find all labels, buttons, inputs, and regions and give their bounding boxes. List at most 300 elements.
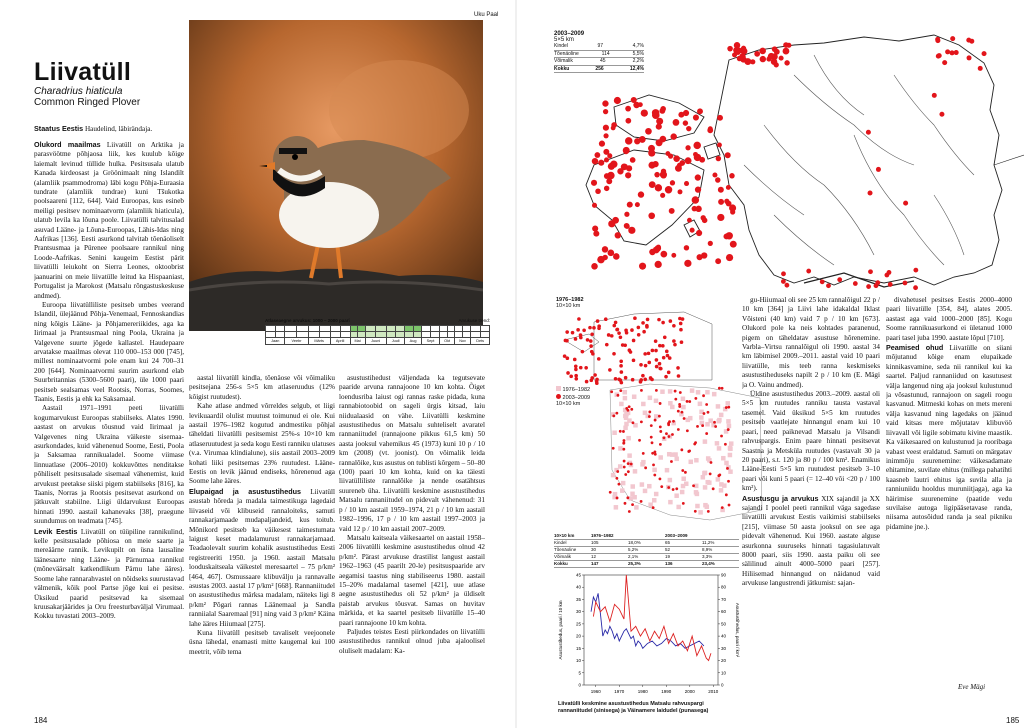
map-dot: [665, 350, 669, 354]
y-tick-label: 15: [575, 645, 581, 651]
legend-n: 45: [599, 58, 606, 64]
map-dot: [683, 120, 688, 125]
map-square: [694, 490, 699, 495]
map-dot: [630, 157, 636, 163]
map-dot: [661, 321, 665, 325]
y-tick-label: 30: [575, 609, 581, 615]
map-dot: [608, 250, 615, 257]
map-dot: [713, 421, 716, 424]
map-square: [680, 490, 685, 495]
map-dot: [566, 371, 570, 375]
map-dot: [717, 474, 720, 477]
legend-n: 114: [601, 50, 610, 57]
x-tick-label: 1960: [590, 689, 601, 694]
map-dot: [667, 371, 671, 375]
map-dot: [604, 157, 609, 162]
y-tick-label: 20: [575, 633, 581, 639]
map-dot: [680, 340, 684, 344]
map-dot: [632, 359, 636, 363]
map-dot: [674, 398, 677, 401]
status-block: [34, 124, 184, 134]
map-dot: [950, 36, 955, 41]
table-cell: 25,3%: [628, 561, 641, 566]
map-square: [618, 464, 623, 469]
section-heading: Peamised ohud: [886, 343, 944, 353]
map-dot: [650, 424, 653, 427]
map-dot: [624, 376, 628, 380]
map-square: [724, 461, 729, 466]
map-dot: [642, 330, 646, 334]
map-dot: [667, 435, 670, 438]
map-dot: [618, 483, 621, 486]
map-dot: [661, 344, 665, 348]
paragraph-text: aastal liivatüll kindla, tõenäose või võimaliku pesitsejana 256-s 5×5 km atlaseruudus (12% kõigist ruutudest).: [189, 374, 335, 401]
map-square: [612, 430, 617, 435]
map-square: [695, 504, 700, 509]
y-tick-label: 45: [575, 572, 581, 578]
map-dot: [945, 49, 950, 54]
x-tick-label: 2000: [684, 689, 695, 694]
small-map-scale: 10×10 km: [556, 303, 581, 309]
x-tick-label: 1970: [614, 689, 625, 694]
map-dot: [653, 474, 656, 477]
paragraph-text: Üldine asustustihedus 2003.–2009. aastal oli 5×5 km ruutudes ranniku tausta vastaval tasemel. Vaid üksikud 5×5 km ruutudes pesitseb vaatlejate hinnangul enam kui 10 paari, need paiknevad Matsalu ja Vilsandi rahvuspargis. Enim paare hinnati pesitsevat Saastna ja Metsküla ruutudes (vastavalt 30 ja 20 paari), s.t. 120 ja 80 p / 100 km². Enamikus Lääne-Eesti 5×5 km ruutudest pesitseb 3–10 paari või kuni 5 paari (= 12–40 või <20 p / 100 km²).: [742, 390, 880, 493]
map-dot: [680, 448, 683, 451]
legend-n: 256: [595, 65, 604, 72]
table-cell: 5,2%: [628, 547, 639, 552]
map-dot: [616, 470, 619, 473]
legend-title: 2003–2009: [554, 31, 585, 37]
author-signature: Eve Mägi: [958, 683, 986, 691]
small-map-period: 1976–1982: [556, 297, 584, 303]
map-dot: [608, 220, 615, 227]
month-label: Mai: [350, 338, 365, 345]
map-dot: [717, 115, 723, 121]
map-square: [712, 392, 717, 397]
map-dot: [654, 453, 657, 456]
map-dot: [676, 366, 680, 370]
map-square: [705, 422, 710, 427]
map-dot: [707, 510, 710, 513]
map-dot: [684, 181, 689, 186]
y2-tick-label: 50: [721, 621, 727, 627]
map-square: [668, 478, 673, 483]
map-dot: [693, 152, 698, 157]
map-dot: [784, 60, 789, 65]
map-square: [621, 481, 626, 486]
map-dot: [574, 364, 578, 368]
map-square: [641, 460, 646, 465]
map-dot: [586, 338, 590, 342]
map-dot: [684, 260, 691, 267]
map-dot: [582, 328, 586, 332]
map-square: [681, 477, 686, 482]
map-dot: [672, 420, 675, 423]
map-square: [700, 421, 705, 426]
map-dot: [627, 470, 630, 473]
map-dot: [603, 125, 609, 131]
map-dot: [853, 281, 858, 286]
map-square: [706, 480, 711, 485]
map-dot: [744, 58, 751, 65]
map-dot: [630, 463, 633, 466]
map-dot: [694, 397, 697, 400]
map-dot: [683, 417, 686, 420]
map-dot: [630, 328, 634, 332]
map-dot: [602, 255, 607, 260]
map-dot: [603, 133, 608, 138]
map-dot: [726, 254, 733, 261]
map-dot: [728, 504, 731, 507]
map-dot: [607, 333, 611, 337]
map-dot: [668, 356, 672, 360]
map-dot: [727, 480, 730, 483]
map-dot: [576, 328, 580, 332]
map-dot: [672, 488, 675, 491]
map-dot: [626, 496, 629, 499]
map-dot: [705, 432, 708, 435]
left-column-3: [339, 374, 485, 714]
map-square: [703, 439, 708, 444]
map-dot: [679, 322, 683, 326]
map-dot: [781, 271, 786, 276]
paragraph: [189, 402, 335, 487]
map-dot: [718, 387, 721, 390]
map-dot: [574, 374, 578, 378]
table-row: [554, 547, 739, 554]
map-dot: [658, 362, 662, 366]
map-dot: [642, 452, 645, 455]
map-dot: [632, 339, 636, 343]
map-dot: [760, 56, 766, 62]
map-square: [631, 484, 636, 489]
map-dot: [606, 178, 612, 184]
map-dot: [697, 254, 703, 260]
map-dot: [620, 370, 624, 374]
map-dot: [737, 56, 743, 62]
map-dot: [623, 439, 626, 442]
map-dot: [614, 321, 618, 325]
map-square: [654, 492, 659, 497]
map-dot: [694, 441, 697, 444]
y2-tick-label: 60: [721, 609, 727, 615]
map-dot: [634, 138, 640, 144]
map-dot: [571, 331, 575, 335]
paragraph-text: divahetusel pesitses Eestis 2000–4000 paari liivatülle [354, 84], alates 2005. aastast aga vaid 1000–2000 [85]. Kogu Soome rannikuasurkond ei ületanud 1000 paari tasel juba 1990. aastate lõpul [710].: [886, 296, 1012, 342]
map-square: [619, 402, 624, 407]
map-dot: [632, 421, 635, 424]
map-dot: [695, 187, 701, 193]
map-dot: [563, 354, 567, 358]
map-dot: [721, 387, 724, 390]
plover-photo: [189, 20, 483, 331]
map-dot: [625, 172, 631, 178]
y2-tick-label: 90: [721, 572, 727, 578]
map-dot: [701, 215, 706, 220]
table-cell: 3,3%: [702, 554, 713, 559]
map-dot: [660, 172, 666, 178]
map-dot: [726, 185, 731, 190]
map-dot: [628, 348, 632, 352]
map-dot: [615, 328, 619, 332]
y-tick-label: 40: [575, 584, 581, 590]
map-dot: [638, 102, 643, 107]
map-dot: [678, 403, 681, 406]
paragraph: [742, 390, 880, 493]
map-dot: [663, 436, 666, 439]
map-dot: [673, 343, 677, 347]
map-dot: [625, 137, 632, 144]
status-label: Staatus Eestis: [34, 124, 84, 133]
map-dot: [577, 317, 581, 321]
map-dot: [655, 365, 659, 369]
map-dot: [621, 343, 625, 347]
table-cell: Kindel: [554, 540, 567, 545]
map-square: [699, 415, 704, 420]
map-dot: [615, 232, 621, 238]
section-heading: Olukord maailmas: [34, 140, 101, 149]
map-dot: [619, 430, 622, 433]
map-dot: [671, 433, 674, 436]
map-dot: [574, 377, 578, 381]
map-dot: [592, 226, 598, 232]
paragraph: [742, 296, 880, 390]
left-column-2: [189, 374, 335, 714]
y2-tick-label: 40: [721, 633, 727, 639]
legend-label: Kokku: [554, 65, 570, 72]
map-dot: [637, 333, 641, 337]
map-dot: [596, 319, 600, 323]
map-dot: [640, 421, 643, 424]
month-label: Juuli: [386, 338, 405, 345]
month-label: Nov: [454, 338, 470, 345]
map-dot: [625, 407, 628, 410]
map-dot: [651, 452, 654, 455]
map-dot: [624, 502, 627, 505]
map-dot: [725, 406, 728, 409]
map-dot: [647, 352, 651, 356]
y2-tick-label: 20: [721, 658, 727, 664]
map-dot: [806, 269, 811, 274]
map-dot: [866, 130, 871, 135]
map-dot: [638, 191, 644, 197]
map-dot: [876, 167, 881, 172]
map-dot: [594, 152, 600, 158]
map-dot: [688, 400, 691, 403]
map-dot: [592, 326, 596, 330]
map-dot: [715, 258, 721, 264]
map-dot: [656, 139, 663, 146]
map-dot: [598, 160, 604, 166]
y2-tick-label: 0: [721, 682, 724, 688]
map-dot: [595, 188, 601, 194]
map-square: [694, 458, 699, 463]
map-dot: [574, 368, 578, 372]
table-cell: 105: [591, 540, 599, 545]
x-tick-label: 2010: [708, 689, 719, 694]
map-dot: [635, 202, 640, 207]
map-dot: [785, 283, 790, 288]
map-square: [719, 413, 724, 418]
map-dot: [592, 203, 597, 208]
map-dot: [693, 142, 700, 149]
map-dot: [942, 60, 947, 65]
map-dot: [679, 391, 682, 394]
map-dot: [617, 394, 620, 397]
map-square: [684, 482, 689, 487]
map-dot: [772, 46, 778, 52]
map-dot: [667, 486, 670, 489]
map-dot: [684, 471, 687, 474]
map-dot: [692, 484, 695, 487]
map-dot: [623, 460, 626, 463]
chart-caption: Liivatülli keskmine asustustihedus Matsalu rahvuspargi rannaniitudel (sinisega) ja Väinamere laidudel (punasega): [558, 701, 709, 714]
map-dot: [627, 202, 633, 208]
map-square: [643, 489, 648, 494]
paragraph: [34, 301, 184, 404]
paragraph-text: Liivatüll on Arktika ja parasvöötme põhjaosa liik, kes kuulub kõige laiemalt levinud tüllide hulka. Pesitsusala ulatub Kanada kirdeosast ja Gröönimaalt ning Islandilt (alamliik psammodroma) läbi kogu Põhja-Euraasia tundrate (alamliik tundrae) kuni Tšukotka poolsaareni [112, 644]. Vaid Euroopas, kus esineb meiligi pesitsev nominaatvorm (alamliik hiaticula), ulatub levila ka lõuna poole. Liivatülli talvitusalad asuvad Lääne- ja Lõuna-Euroopas, Lähis-Idas ning Aafrikas [136]. Eesti asurkond talvitab tõenäoliselt Prantsusmaa ja Pürenee poolsaare rannikul ning Loode-Aafrikas. Senini kaugeim Eestist pärit liivatülli leiukoht on Sierra Leones, oktoobrist jaanuarini on meie liivatülle leitud ka Hispaaniast, Portugalist ja Marokost (Matsalu rõngastuskeskuse andmed).: [34, 141, 184, 300]
map-dot: [727, 428, 730, 431]
map-dot: [670, 133, 676, 139]
map-dot: [604, 173, 610, 179]
map-dot: [648, 212, 655, 219]
map-dot: [619, 389, 622, 392]
map-dot: [690, 228, 695, 233]
map-dot: [686, 400, 689, 403]
table-row: [554, 540, 739, 547]
map-dot: [640, 389, 643, 392]
month-label: Märts: [308, 338, 330, 345]
page-number-left: 184: [34, 716, 48, 725]
map-dot: [659, 477, 662, 480]
map-square: [652, 468, 657, 473]
table-cell: 147: [591, 561, 599, 566]
section-heading: Levik Eestis: [34, 526, 78, 536]
map-dot: [651, 441, 654, 444]
map-square: [620, 488, 625, 493]
map-dot: [726, 232, 733, 239]
map-dot: [716, 156, 721, 161]
map-dot: [610, 161, 617, 168]
plot-frame: [584, 575, 718, 685]
map-dot: [627, 462, 630, 465]
map-dot: [660, 485, 663, 488]
map-dot: [655, 389, 658, 392]
map-dot: [619, 335, 623, 339]
map-square: [676, 505, 681, 510]
table-cell: 136: [665, 561, 673, 566]
map-dot: [612, 447, 615, 450]
right-column-2: [886, 296, 1012, 682]
map-dot: [768, 54, 773, 59]
map-dot: [608, 368, 612, 372]
map-dot: [677, 410, 680, 413]
map-dot: [579, 366, 583, 370]
map-square: [634, 505, 639, 510]
map-dot: [682, 502, 685, 505]
map-dot: [774, 62, 779, 67]
map-dot: [615, 477, 618, 480]
map-dot: [614, 97, 621, 104]
map-square: [689, 460, 694, 465]
map-dot: [648, 150, 655, 157]
map-dot: [637, 326, 641, 330]
month-label: Jaan: [266, 338, 285, 345]
map-dot: [602, 246, 608, 252]
map-dot: [565, 330, 569, 334]
map-dot: [714, 425, 717, 428]
table-cell: Võimalik: [554, 554, 572, 559]
map-dot: [659, 367, 663, 371]
map-dot: [717, 214, 724, 221]
map-dot: [646, 318, 650, 322]
map-dot: [660, 251, 667, 258]
map-square: [658, 455, 663, 460]
map-dot: [673, 155, 680, 162]
table-row: [554, 533, 739, 540]
map-dot: [692, 196, 700, 204]
paragraph: [189, 374, 335, 402]
map-dot: [649, 249, 655, 255]
map-dot: [696, 230, 702, 236]
photo-credit: Uku Paal: [474, 12, 499, 18]
map-dot: [730, 241, 737, 248]
section-heading: Asustusgu ja arvukus: [742, 493, 819, 503]
distribution-map-main: [554, 15, 1024, 305]
map-dot: [697, 108, 703, 114]
paragraph: [34, 527, 184, 622]
map-dot: [672, 324, 676, 328]
map-dot: [709, 472, 712, 475]
map-dot: [678, 189, 683, 194]
map-square: [665, 468, 670, 473]
map-square: [648, 502, 653, 507]
map-square: [660, 389, 665, 394]
paragraph: [339, 628, 485, 656]
map-dot: [712, 487, 715, 490]
map-dot: [623, 164, 628, 169]
map-square: [668, 401, 673, 406]
table-cell: 2003–2009: [665, 533, 688, 538]
map-square: [715, 441, 719, 446]
map-square: [701, 475, 706, 480]
table-cell: 30: [591, 547, 597, 552]
map-square: [690, 388, 695, 393]
legend-label: Kindel: [554, 43, 568, 49]
table-cell: 52: [665, 547, 671, 552]
map-dot: [599, 141, 605, 147]
map-dot: [639, 263, 646, 270]
map-dot: [671, 253, 676, 258]
paragraph: [339, 374, 485, 534]
map-dot: [686, 126, 691, 131]
map-dot: [615, 412, 618, 415]
map-square: [648, 396, 653, 401]
map-dot: [619, 364, 623, 368]
map-dot: [783, 48, 790, 55]
map-dot: [939, 112, 944, 117]
map-dot: [574, 337, 578, 341]
map-square: [702, 471, 707, 476]
map-square: [703, 485, 708, 490]
map-dot: [658, 415, 661, 418]
map-dot: [703, 412, 706, 415]
map-dot: [624, 223, 630, 229]
paragraph: [339, 534, 485, 628]
map-dot: [687, 218, 692, 223]
x-tick-label: 1990: [661, 689, 672, 694]
map-square: [652, 498, 657, 503]
